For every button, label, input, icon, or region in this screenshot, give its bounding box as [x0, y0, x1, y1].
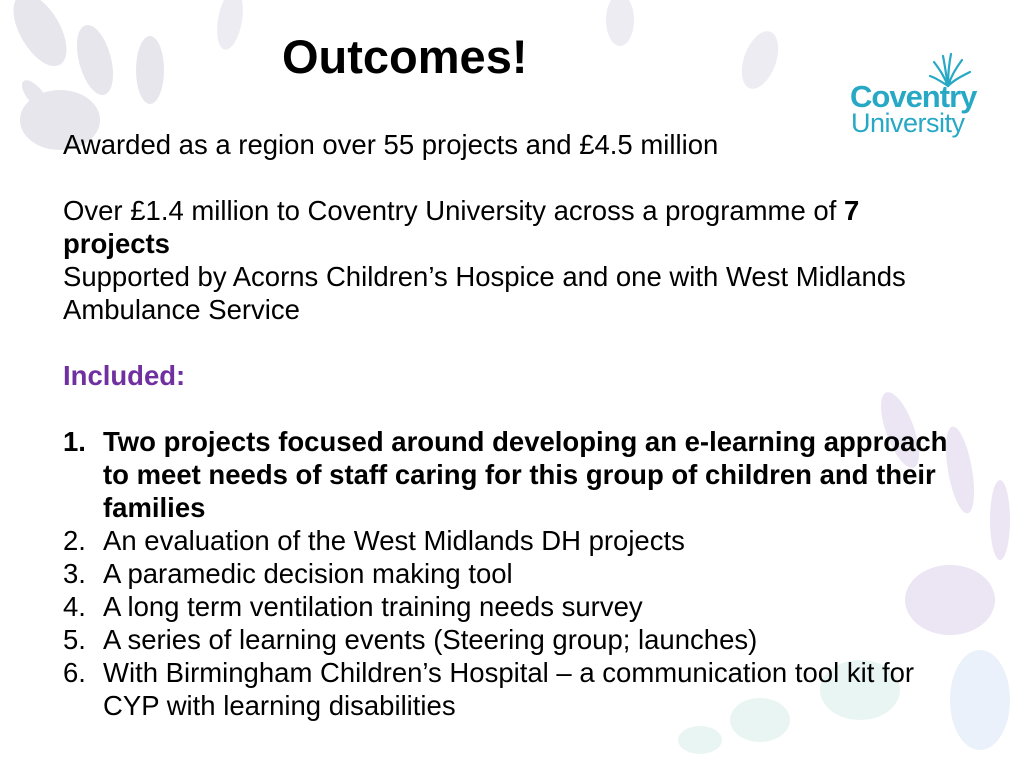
- slide-title: Outcomes!: [282, 30, 528, 83]
- list-item: [63, 524, 963, 557]
- list-number: 2.: [63, 525, 86, 556]
- supported-paragraph: Supported by Acorns Children’s Hospice and one with West Midlands Ambulance Service: [63, 261, 906, 325]
- slide-body: [63, 128, 963, 722]
- list-number: 5.: [63, 624, 86, 655]
- projects-count: 7 projects: [63, 195, 860, 259]
- list-number: 3.: [63, 558, 86, 589]
- list-item: [63, 656, 963, 722]
- list-text: A paramedic decision making tool: [103, 558, 513, 589]
- awarded-paragraph: Awarded as a region over 55 projects and £4.5 million: [63, 129, 719, 160]
- outcomes-list: [63, 425, 963, 722]
- logo-word-university: University: [851, 108, 965, 138]
- list-number: 1.: [63, 426, 86, 457]
- funding-text: Over £1.4 million to Coventry University across a programme of: [63, 195, 844, 226]
- list-number: 6.: [63, 657, 86, 688]
- list-item: [63, 590, 963, 623]
- list-text: Two projects focused around developing an e-learning approach to meet needs of staff caring for this group of children and their families: [103, 426, 948, 523]
- funding-paragraph: [63, 194, 963, 260]
- list-text: A series of learning events (Steering group; launches): [103, 624, 758, 655]
- list-text: With Birmingham Children’s Hospital – a communication tool kit for CYP with learning disabilities: [103, 657, 915, 721]
- logo-word-coventry: Coventry: [850, 79, 977, 114]
- list-number: 4.: [63, 591, 86, 622]
- list-text: A long term ventilation training needs survey: [103, 591, 643, 622]
- list-item: [63, 623, 963, 656]
- coventry-university-logo: [848, 50, 976, 140]
- list-item: [63, 557, 963, 590]
- list-item: [63, 425, 963, 524]
- list-text: An evaluation of the West Midlands DH projects: [103, 525, 685, 556]
- included-heading: Included:: [63, 360, 186, 391]
